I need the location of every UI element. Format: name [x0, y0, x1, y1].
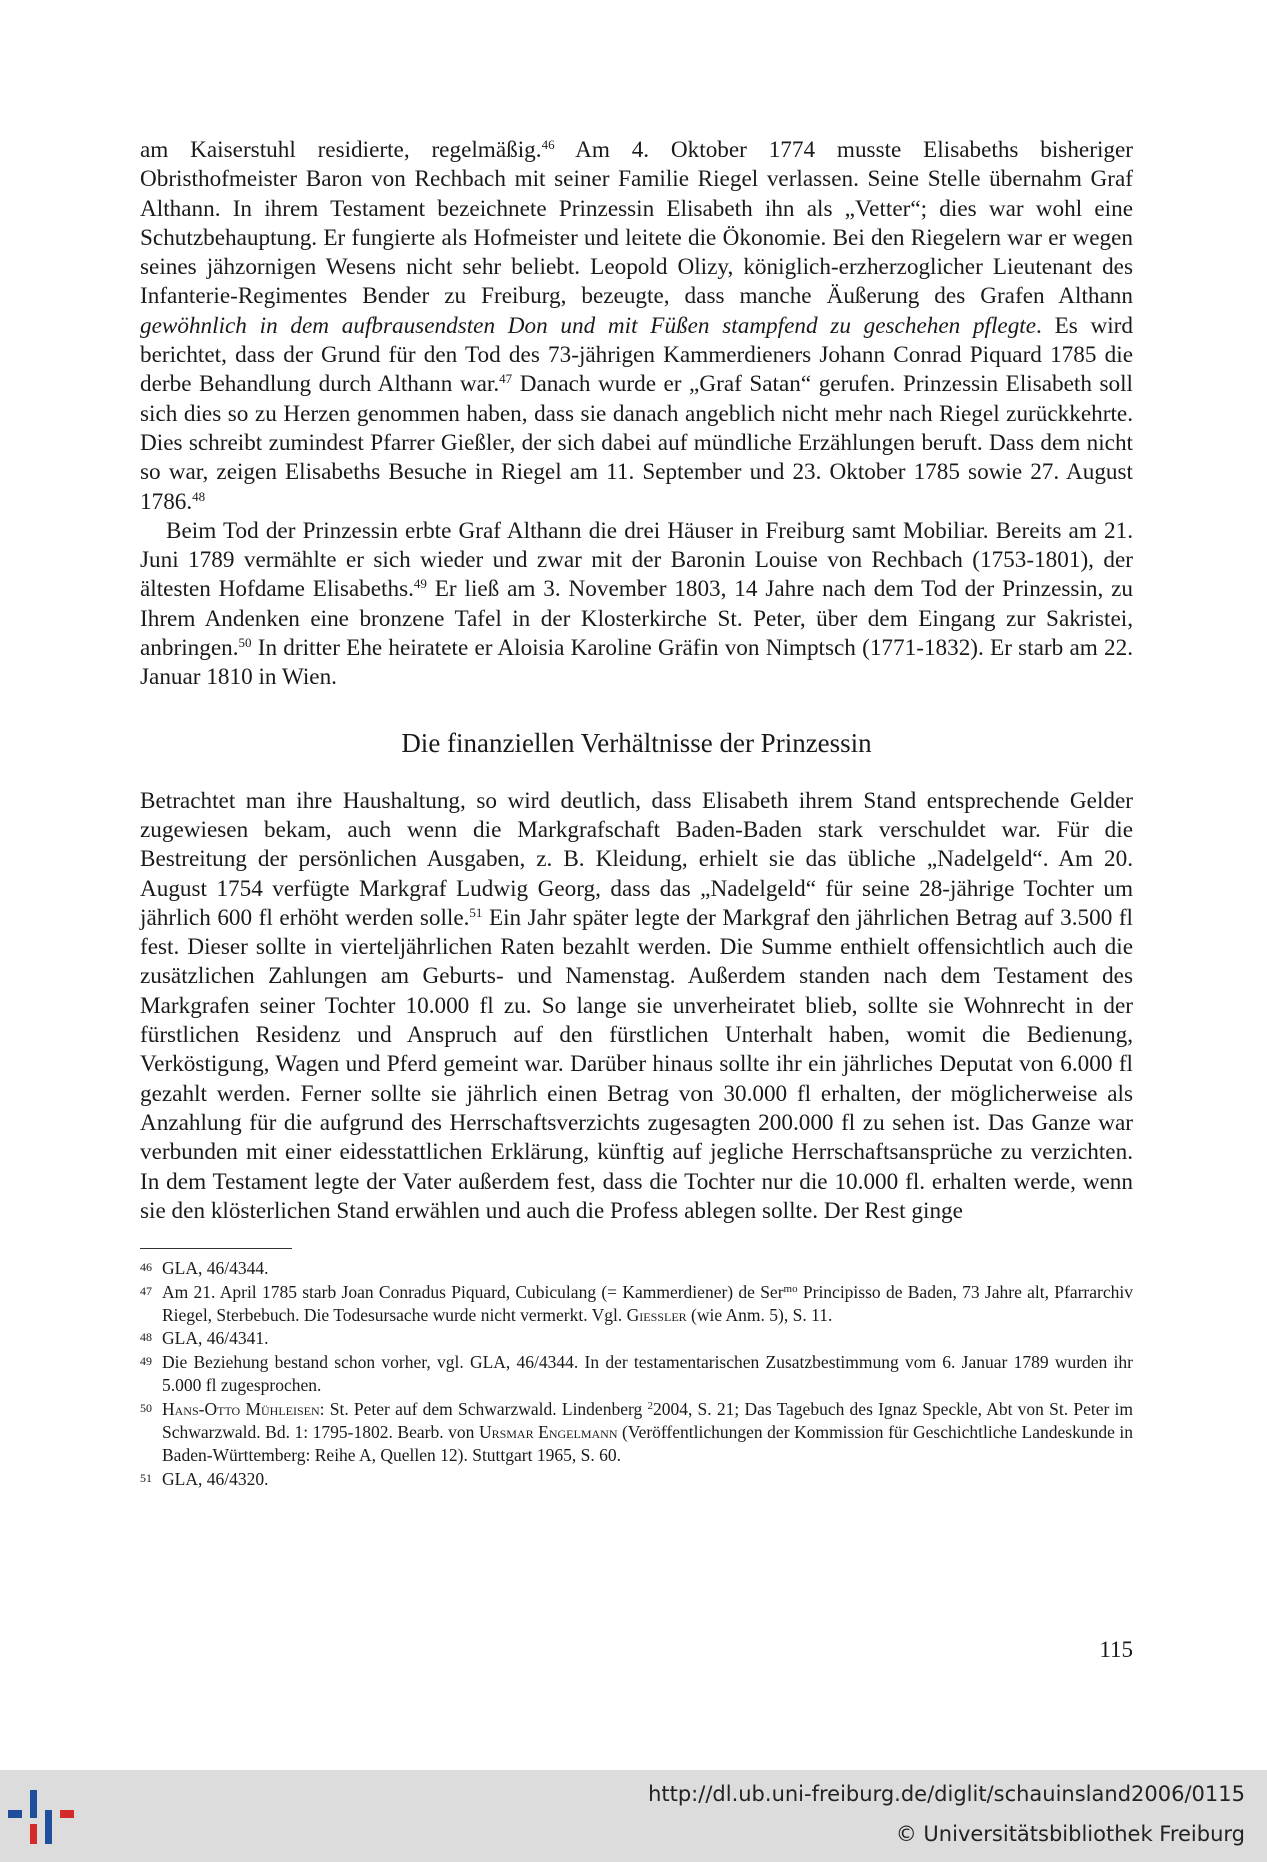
footnote-text: GLA, 46/4341. [162, 1328, 269, 1349]
source-url-link[interactable]: http://dl.ub.uni-freiburg.de/diglit/schauinsland2006/0115 [648, 1782, 1245, 1806]
page-content [140, 136, 1133, 1491]
footnote-number: 48 [140, 1330, 152, 1345]
text-run: Beim Tod der Prinzessin erbte Graf Althann die drei Häuser in Freiburg samt Mobiliar. Bereits am 21. Juni 1789 vermählte er sich wieder und zwar mit der Baronin Louise von Rechbach (1753-1801), der ältesten Hofdame Elisabeths. [140, 517, 1133, 603]
body-paragraph-1 [140, 136, 1133, 517]
footnote-49 [140, 1351, 1133, 1398]
footnote-48 [140, 1327, 1133, 1350]
text-run: (wie Anm. 5), S. 11. [686, 1304, 833, 1325]
body-paragraph-2 [140, 517, 1133, 693]
text-run: In dritter Ehe heiratete er Aloisia Karoline Gräfin von Nimptsch (1771-1832). Er starb am 22. Januar 1810 in Wien. [140, 635, 1133, 691]
text-run: 2004, S. 21; Das Tagebuch des Ignaz Speckle, Abt von St. Peter im Schwarzwald. Bd. 1: 1795-1802. Bearb. von [162, 1398, 1133, 1442]
text-run: Danach wurde er „Graf Satan“ gerufen. Prinzessin Elisabeth soll sich dies so zu Herzen genommen haben, dass sie danach angeblich nicht mehr nach Riegel zurückkehrte. Dies schreibt zumindest Pfarrer Gießler, der sich dabei auf mündliche Erzählungen beruft. Dass dem nicht so war, zeigen Elisabeths Besuche in Riegel am 11. September und 23. Oktober 1785 sowie 27. August 1786. [140, 371, 1134, 515]
footnote-46 [140, 1257, 1133, 1280]
section-heading: Die finanziellen Verhältnisse der Prinzessin [401, 727, 872, 758]
author-name: Giessler [626, 1304, 687, 1325]
text-run: Principisso de Baden, 73 Jahre alt, Pfarrarchiv Riegel, Sterbebuch. Die Todesursache wurde nicht vermerkt. Vgl. [162, 1281, 1133, 1325]
footnote-text: Die Beziehung bestand schon vorher, vgl. GLA, 46/4344. In der testamentarischen Zusatzbestimmung vom 6. Januar 1789 wurden ihr 5.000 fl zugesprochen. [162, 1351, 1133, 1396]
text-run: Am 21. April 1785 starb Joan Conradus Piquard, Cubiculang (= Kammerdiener) de Ser [162, 1281, 784, 1302]
footnote-ref-48[interactable]: 48 [192, 488, 206, 504]
footnote-number: 49 [140, 1353, 152, 1368]
text-run: Am 4. Oktober 1774 musste Elisabeths bisheriger Obristhofmeister Baron von Rechbach mit seiner Familie Riegel verlassen. Seine Stelle übernahm Graf Althann. In ihrem Testament bezeichnete Prinzessin Elisabeth ihn als „Vetter“; dies war wohl eine Schutzbehauptung. Er fungierte als Hofmeister und leitete die Ökonomie. Bei den Riegelern war er wegen seines jähzornigen Wesens nicht sehr beliebt. Leopold Olizy, königlich-erzherzoglicher Lieutenant des Infanterie-Regimentes Bender zu Freiburg, bezeugte, dass manche Äußerung des Grafen Althann [140, 137, 1133, 310]
footnote-ref-51[interactable]: 51 [469, 904, 483, 920]
footnote-ref-49[interactable]: 49 [413, 576, 427, 592]
text-run: Ein Jahr später legte der Markgraf den jährlichen Betrag auf 3.500 fl fest. Dieser sollte in vierteljährlichen Raten bezahlt werden. Die Summe enthielt offensichtlich auch die zusätzlichen Zahlungen am Geburts- und Namenstag. Außerdem standen nach dem Testament des Markgrafen seiner Tochter 10.000 fl zu. So lange sie unverheiratet blieb, sollte sie Wohnrecht in der fürstlichen Residenz und Anspruch auf den fürstlichen Unterhalt haben, womit die Bedienung, Verköstigung, Wagen und Pferd gemeint war. Darüber hinaus sollte ihr ein jährliches Deputat von 6.000 fl gezahlt werden. Ferner sollte sie jährlich einen Betrag von 30.000 fl erhalten, der möglicherweise als Anzahlung für die aufgrund des Herrschaftsverzichts zugesagten 200.000 fl zu sehen ist. Das Ganze war verbunden mit einer eidesstattlichen Erklärung, künftig auf jegliche Herrschaftsansprüche zu verzichten. In dem Testament legte der Vater außerdem fest, dass die Tochter nur die 10.000 fl. erhalten werde, wenn sie den klösterlichen Stand erwählen und auch die Profess ablegen sollte. Der Rest ginge [140, 904, 1133, 1224]
footnote-ref-47[interactable]: 47 [499, 371, 513, 387]
text-run: Betrachtet man ihre Haushaltung, so wird deutlich, dass Elisabeth ihrem Stand entsprechende Gelder zugewiesen bekam, auch wenn die Markgrafschaft Baden-Baden stark verschuldet war. Für die Bestreitung der persönlichen Ausgaben, z. B. Kleidung, erhielt sie das übliche „Nadelgeld“. Am 20. August 1754 verfügte Markgraf Ludwig Georg, dass das „Nadelgeld“ für seine 28-jährige Tochter um jährlich 600 fl erhöht werden solle. [140, 787, 1133, 931]
ub-freiburg-logo-icon[interactable] [6, 1786, 82, 1846]
footnote-number: 47 [140, 1283, 152, 1298]
italic-quote: gewöhnlich in dem aufbrausendsten Don und mit Füßen stampfend zu geschehen pflegte [140, 312, 1037, 339]
logo-graphic [6, 1786, 82, 1846]
footnote-50 [140, 1398, 1133, 1468]
superscript: 2 [647, 1399, 653, 1412]
footnote-text [162, 1398, 1133, 1468]
footnotes [140, 1257, 1133, 1491]
footnote-ref-50[interactable]: 50 [238, 635, 252, 651]
footnote-text [162, 1281, 1133, 1328]
footnote-text: GLA, 46/4320. [162, 1468, 269, 1489]
copyright-notice: © Universitätsbibliothek Freiburg [895, 1822, 1245, 1846]
footer-bar [0, 1770, 1267, 1862]
body-paragraph-3 [140, 787, 1133, 1226]
page-number: 115 [1099, 1637, 1133, 1662]
footnote-number: 46 [140, 1260, 152, 1275]
footnote-number: 51 [140, 1470, 152, 1485]
superscript: mo [783, 1282, 798, 1295]
footnote-number: 50 [140, 1400, 152, 1415]
footnote-ref-46[interactable]: 46 [541, 137, 555, 152]
editor-name: Ursmar Engelmann [478, 1421, 618, 1442]
text-run: : St. Peter auf dem Schwarzwald. Lindenberg [319, 1398, 648, 1419]
text-run: . Es wird berichtet, dass der Grund für den Tod des 73-jährigen Kammerdieners Johann Conrad Piquard 1785 die derbe Behandlung durch Althann war. [140, 312, 1133, 398]
footnote-47 [140, 1281, 1133, 1328]
footnote-divider [140, 1248, 292, 1249]
author-name: Hans-Otto Mühleisen [162, 1398, 320, 1419]
text-run: am Kaiserstuhl residierte, regelmäßig. [140, 137, 542, 163]
footnote-51 [140, 1468, 1133, 1491]
text-run: Er ließ am 3. November 1803, 14 Jahre nach dem Tod der Prinzessin, zu Ihrem Andenken eine bronzene Tafel in der Klosterkirche St. Peter, über dem Eingang zur Sakristei, anbringen. [140, 576, 1133, 662]
footnote-text: GLA, 46/4344. [162, 1258, 269, 1279]
text-run: (Veröffentlichungen der Kommission für Geschichtliche Landeskunde in Baden-Württemberg: Reihe A, Quellen 12). Stuttgart 1965, S. 60. [162, 1421, 1134, 1466]
